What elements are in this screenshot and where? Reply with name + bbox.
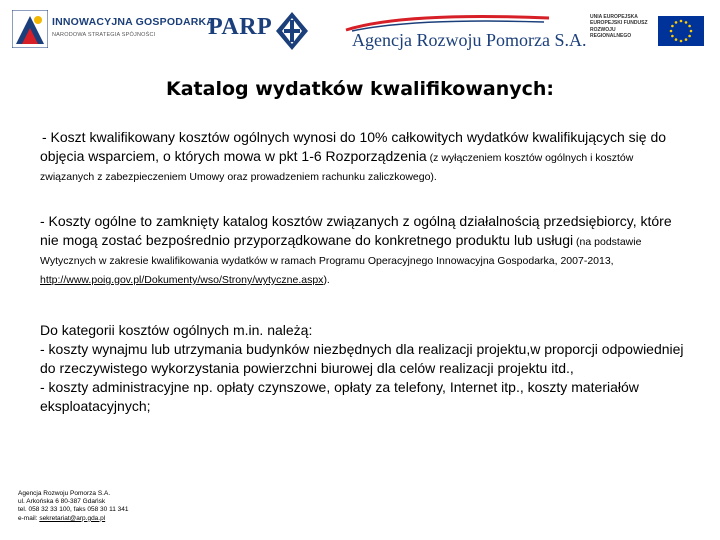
paragraph-overhead-definition [40,212,680,288]
eu-flag-icon [658,16,704,46]
arp-logo [344,12,587,54]
categories-heading: Do kategorii kosztów ogólnych m.in. należą: [40,322,313,338]
parp-arrows-icon [276,12,308,50]
categories-item-admin: - koszty administracyjne np. opłaty czynszowe, opłaty za telefony, Internet itp., koszty materiałów eksploatacyjnych; [40,379,639,414]
footer-email-link[interactable]: sekretariat@arp.gda.pl [39,514,106,522]
guidelines-link[interactable]: http://www.poig.gov.pl/Dokumenty/wso/Strony/wytyczne.aspx [40,274,324,286]
innowacyjna-gospodarka-logo [12,10,215,52]
paragraph-overhead-limit-text: - Koszt kwalifikowany kosztów ogólnych wynosi do 10% całkowitych wydatków kwalifikujących się do objęcia wsparciem, o których mowa w pkt 1-6 Rozporządzenia [40,129,667,164]
footer-contact [18,490,128,523]
paragraph-overhead-definition-end: ). [323,274,330,286]
arp-name: Agencja Rozwoju Pomorza S.A. [352,30,587,50]
paragraph-overhead-definition-note: (na podstawie Wytycznych w zakresie kwalifikowania wydatków w ramach Programu Operacyjnego Innowacyjna Gospodarka, 2007-2013, [40,236,642,267]
parp-logo [208,12,308,52]
categories-item-rent: - koszty wynajmu lub utrzymania budynków niezbędnych dla realizacji projektu,w proporcji odpowiedniej do rzeczywistego wykorzystania powierzchni biurowej dla celów realizacji projektu itd., [40,341,684,376]
innowacyjna-gospodarka-icon [12,10,48,48]
innowacyjna-gospodarka-sub: NARODOWA STRATEGIA SPÓJNOŚCI [52,32,156,38]
footer-company: Agencja Rozwoju Pomorza S.A. [18,490,111,497]
footer-email-label: e-mail: [18,514,40,522]
footer-address: ul. Arkońska 6 80-387 Gdańsk [18,498,106,506]
eu-text: UNIA EUROPEJSKA EUROPEJSKI FUNDUSZ ROZWOJU REGIONALNEGO [590,14,648,40]
arp-swoosh-icon [344,12,554,32]
paragraph-overhead-limit-note: (z wyłączeniem kosztów ogólnych i kosztów związanych z zabezpieczeniem Umowy oraz prowadzeniem rachunku zaliczkowego). [40,152,634,183]
paragraph-overhead-definition-text: - Koszty ogólne to zamknięty katalog kosztów związanych z ogólną działalnością przedsiębiorcy, które nie mogą zostać bezpośrednio przyporządkowane do konkretnego produktu lub usługi [40,213,672,248]
footer-email-line [18,515,128,523]
paragraph-overhead-categories [40,321,690,416]
parp-name: PARP [208,14,273,40]
page-title: Katalog wydatków kwalifikowanych: [166,78,554,100]
logo-header [0,0,720,58]
eu-logo [590,14,710,46]
innowacyjna-gospodarka-name: INNOWACYJNA GOSPODARKA [52,16,215,28]
paragraph-overhead-limit [40,128,690,185]
footer-phone: tel. 058 32 33 100, faks 058 30 11 341 [18,506,129,514]
